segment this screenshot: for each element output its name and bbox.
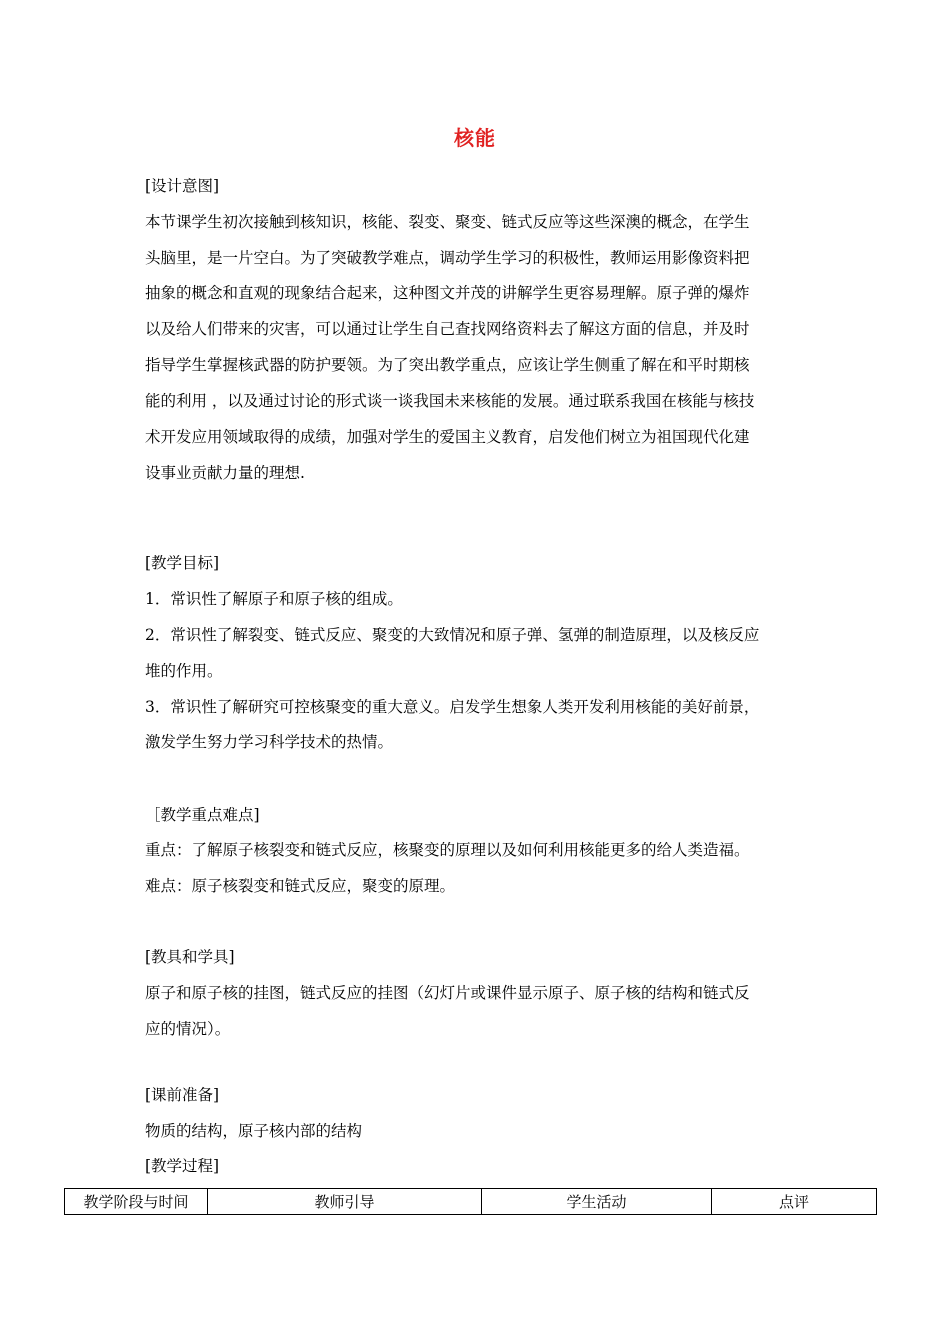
section-heading-keypoints: ［教学重点难点] — [145, 806, 260, 824]
page-title: 核能 — [454, 126, 496, 150]
design-paragraph-line: 设事业贡献力量的理想. — [145, 464, 305, 482]
table-header-row — [65, 1189, 877, 1215]
section-heading-design: [设计意图] — [145, 177, 220, 195]
keypoint-line: 难点：原子核裂变和链式反应，聚变的原理。 — [145, 877, 456, 895]
objective-line: 3．常识性了解研究可控核聚变的重大意义。启发学生想象人类开发利用核能的美好前景， — [145, 698, 760, 716]
column-header-student: 学生活动 — [482, 1189, 712, 1215]
design-paragraph-line: 以及给人们带来的灾害，可以通过让学生自己查找网络资料去了解这方面的信息，并及时 — [145, 320, 750, 338]
section-heading-objectives: [教学目标] — [145, 554, 220, 572]
objective-line: 堆的作用。 — [145, 662, 223, 680]
objective-line: 2．常识性了解裂变、链式反应、聚变的大致情况和原子弹、氢弹的制造原理，以及核反应 — [145, 626, 760, 644]
section-heading-process: [教学过程] — [145, 1157, 220, 1175]
design-paragraph-line: 抽象的概念和直观的现象结合起来，这种图文并茂的讲解学生更容易理解。原子弹的爆炸 — [145, 284, 750, 302]
keypoint-line: 重点：了解原子核裂变和链式反应，核聚变的原理以及如何利用核能更多的给人类造福。 — [145, 841, 750, 859]
section-heading-prep: [课前准备] — [145, 1086, 220, 1104]
objective-line: 1．常识性了解原子和原子核的组成。 — [145, 590, 403, 608]
prep-line: 物质的结构，原子核内部的结构 — [145, 1122, 363, 1140]
process-table — [64, 1188, 877, 1215]
column-header-stage: 教学阶段与时间 — [65, 1189, 208, 1215]
tools-line: 原子和原子核的挂图，链式反应的挂图（幻灯片或课件显示原子、原子核的结构和链式反 — [145, 984, 750, 1002]
design-paragraph-line: 头脑里，是一片空白。为了突破教学难点，调动学生学习的积极性，教师运用影像资料把 — [145, 249, 750, 267]
column-header-comment: 点评 — [712, 1189, 877, 1215]
section-heading-tools: [教具和学具] — [145, 948, 235, 966]
objective-line: 激发学生努力学习科学技术的热情。 — [145, 733, 394, 751]
tools-line: 应的情况）。 — [145, 1020, 231, 1038]
design-paragraph-line: 术开发应用领域取得的成绩，加强对学生的爱国主义教育，启发他们树立为祖国现代化建 — [145, 428, 750, 446]
design-paragraph-line: 本节课学生初次接触到核知识，核能、裂变、聚变、链式反应等这些深澳的概念，在学生 — [145, 213, 750, 231]
column-header-teacher: 教师引导 — [208, 1189, 482, 1215]
design-paragraph-line: 能的利用 ，以及通过讨论的形式谈一谈我国未来核能的发展。通过联系我国在核能与核技 — [145, 392, 755, 410]
design-paragraph-line: 指导学生掌握核武器的防护要领。为了突出教学重点，应该让学生侧重了解在和平时期核 — [145, 356, 750, 374]
